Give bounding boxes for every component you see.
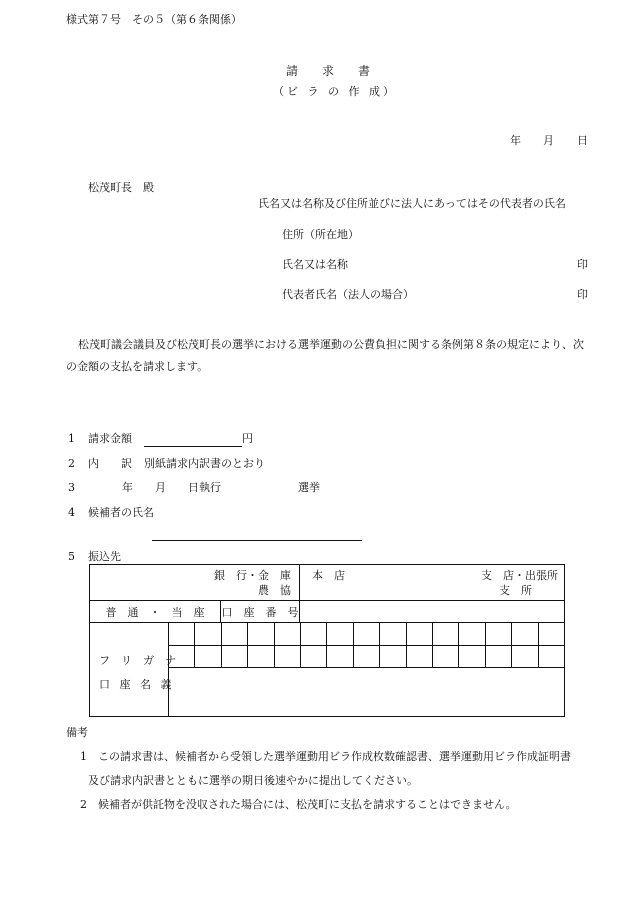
item3-year: 年: [122, 481, 133, 494]
account-holder-label: 口 座 名 義: [99, 678, 175, 691]
main-branch-label: 本 店: [312, 568, 346, 582]
item1-unit: 円: [242, 432, 253, 445]
note1-number: 1: [80, 750, 87, 763]
account-number-label-cell: [221, 601, 300, 623]
date-year: 年: [510, 134, 521, 147]
holder-label-cell: [90, 623, 176, 717]
item2-label: 内 訳: [88, 457, 132, 470]
item3-number: 3: [68, 481, 75, 494]
furigana-boxes-row1[interactable]: [169, 623, 564, 646]
item1-label: 請求金額: [88, 432, 132, 445]
branch-type-line2: 支 所: [499, 583, 533, 597]
seal-mark-representative: 印: [577, 288, 588, 301]
date-day: 日: [577, 134, 588, 147]
branch-type-line1: 支 店・出張所: [481, 568, 559, 582]
item3-day: 日執行: [188, 481, 221, 494]
item2-number: 2: [68, 457, 75, 470]
notes-heading: 備考: [66, 726, 88, 739]
candidate-name-underline: [152, 540, 362, 541]
address-label: 住所（所在地）: [282, 228, 359, 241]
page-title: 請 求 書: [286, 64, 377, 78]
representative-label: 代表者氏名（法人の場合）: [282, 288, 414, 301]
bank-transfer-table: [89, 564, 565, 717]
body-text: 松茂町議会議員及び松茂町長の選挙における選挙運動の公費負担に関する条例第８条の規定により、次の金額の支払を請求します。: [66, 338, 584, 373]
date-month: 月: [543, 134, 554, 147]
furigana-boxes-row2[interactable]: [169, 646, 564, 668]
bank-type-line2: 農 協: [258, 583, 292, 597]
amount-underline: [144, 446, 242, 447]
branch-cell: [300, 565, 565, 601]
item4-label: 候補者の氏名: [88, 506, 154, 519]
seal-mark-name: 印: [577, 258, 588, 271]
note1-line1: この請求書は、候補者から受領した選挙運動用ビラ作成枚数確認書、選挙運動用ビラ作成証明書: [98, 750, 571, 763]
item5-label: 振込先: [88, 550, 121, 563]
item3-election: 選挙: [298, 481, 320, 494]
bank-name-cell: [90, 565, 300, 601]
item5-number: 5: [68, 550, 75, 563]
name-label: 氏名又は名称: [282, 258, 348, 271]
item1-number: 1: [68, 432, 75, 445]
form-id: 様式第７号 その５（第６条関係）: [66, 13, 242, 26]
note2-number: 2: [80, 798, 87, 811]
page-subtitle: （ビ ラ の 作 成）: [273, 85, 397, 98]
note2-text: 候補者が供託物を没収された場合には、松茂町に支払を請求することはできません。: [98, 798, 517, 811]
holder-input-cell: [169, 623, 565, 717]
item4-number: 4: [68, 506, 75, 519]
item3-month: 月: [155, 481, 166, 494]
bank-type-line1: 銀 行・金 庫: [214, 568, 292, 582]
account-holder-field[interactable]: [169, 668, 564, 716]
account-type-label: 普 通 ・ 当 座: [105, 605, 205, 619]
note1-line2: 及び請求内訳書とともに選挙の期日後速やかに提出してください。: [88, 774, 418, 787]
account-number-field[interactable]: [300, 601, 565, 623]
account-number-label: 口 座 番 号: [221, 605, 299, 619]
claimant-heading: 氏名又は名称及び住所並びに法人にあってはその代表者の氏名: [258, 197, 566, 210]
account-type-cell: [90, 601, 221, 623]
item2-value: 別紙請求内訳書のとおり: [144, 457, 265, 470]
furigana-label: フ リ ガ ナ: [99, 654, 176, 667]
addressee: 松茂町長 殿: [88, 181, 154, 194]
